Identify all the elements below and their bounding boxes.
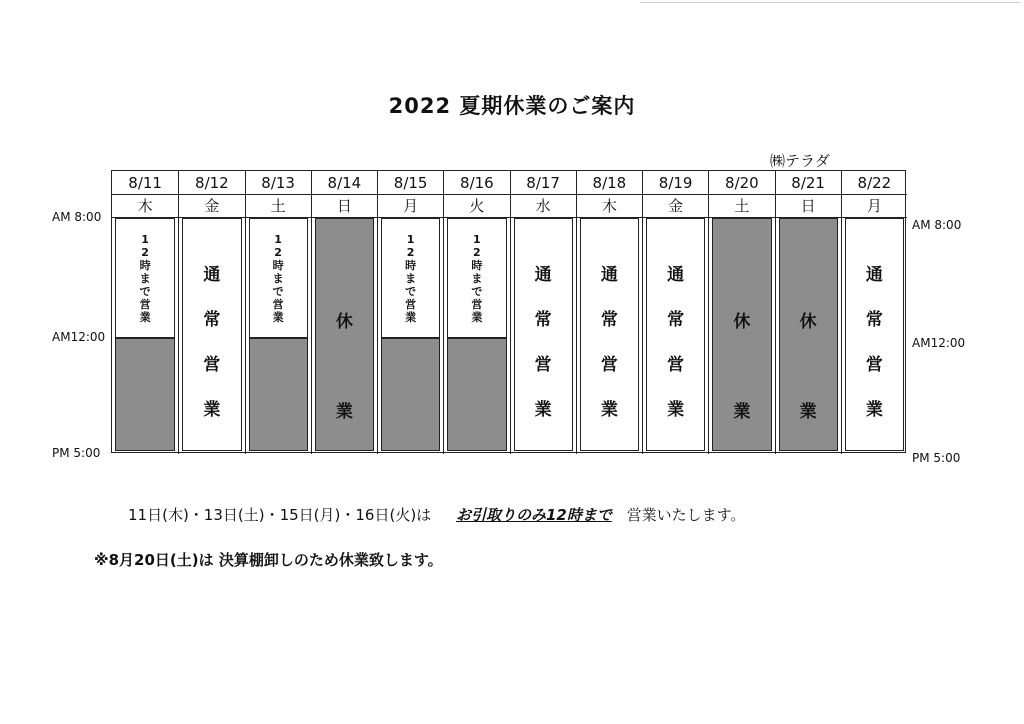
day-date: 8/14	[312, 172, 377, 195]
page-title: 2022 夏期休業のご案内	[388, 94, 636, 118]
day-weekday: 火	[444, 195, 509, 218]
day-column	[841, 171, 907, 454]
day-weekday: 月	[378, 195, 443, 218]
day-column	[178, 171, 244, 454]
day-column	[311, 171, 377, 454]
day-column	[245, 171, 311, 454]
day-date: 8/13	[246, 172, 311, 195]
half-day-note-suffix: 営業いたします。	[626, 506, 746, 524]
inventory-closure-note: ※8月20日(土)は 決算棚卸しのため休業致します。	[94, 551, 443, 569]
day-column	[112, 171, 178, 454]
day-column	[443, 171, 509, 454]
cell-status-text: 休業	[335, 312, 353, 422]
time-label-right-am8: AM 8:00	[912, 218, 962, 232]
half-day-note-emphasis: お引取りのみ12時まで	[455, 506, 612, 524]
open-hours-cell	[447, 218, 506, 338]
open-hours-cell	[845, 218, 904, 451]
day-date: 8/15	[378, 172, 443, 195]
half-day-note	[128, 504, 745, 525]
schedule-table	[111, 170, 906, 453]
half-day-note-days: 11日(木)・13日(土)・15日(月)・16日(火)は	[128, 506, 432, 524]
day-weekday: 木	[112, 195, 178, 218]
day-weekday: 木	[577, 195, 642, 218]
day-date: 8/22	[842, 172, 907, 195]
cell-status-text: 12時まで営業	[272, 233, 284, 324]
day-column	[510, 171, 576, 454]
day-weekday: 日	[312, 195, 377, 218]
cell-status-text: 通常営業	[865, 265, 883, 420]
open-hours-cell	[249, 218, 308, 338]
cell-status-text: 12時まで営業	[139, 233, 151, 324]
time-label-left-pm5: PM 5:00	[52, 446, 101, 460]
day-date: 8/17	[511, 172, 576, 195]
day-weekday: 土	[246, 195, 311, 218]
open-hours-cell	[381, 218, 440, 338]
time-label-left-am12: AM12:00	[52, 330, 106, 344]
cell-status-text: 休業	[733, 312, 751, 422]
time-label-left-am8: AM 8:00	[52, 210, 102, 224]
day-date: 8/16	[444, 172, 509, 195]
day-weekday: 金	[179, 195, 244, 218]
day-date: 8/11	[112, 172, 178, 195]
open-hours-cell	[514, 218, 573, 451]
cell-status-text: 通常営業	[203, 265, 221, 420]
day-date: 8/21	[776, 172, 841, 195]
closed-hours-cell	[249, 338, 308, 451]
cell-status-text: 通常営業	[600, 265, 618, 420]
open-hours-cell	[646, 218, 705, 451]
open-hours-cell	[580, 218, 639, 451]
day-weekday: 土	[709, 195, 774, 218]
time-label-right-pm5: PM 5:00	[912, 451, 961, 465]
day-column	[642, 171, 708, 454]
day-column	[708, 171, 774, 454]
open-hours-cell	[182, 218, 241, 451]
day-weekday: 日	[776, 195, 841, 218]
day-column	[377, 171, 443, 454]
day-date: 8/18	[577, 172, 642, 195]
day-weekday: 月	[842, 195, 907, 218]
scan-edge-line	[640, 2, 1020, 3]
cell-status-text: 通常営業	[534, 265, 552, 420]
day-date: 8/20	[709, 172, 774, 195]
cell-status-text: 12時まで営業	[471, 233, 483, 324]
day-column	[576, 171, 642, 454]
day-column	[775, 171, 841, 454]
open-hours-cell	[115, 218, 175, 338]
day-date: 8/19	[643, 172, 708, 195]
company-name: ㈱テラダ	[770, 152, 830, 170]
closed-hours-cell	[712, 218, 771, 451]
closed-hours-cell	[779, 218, 838, 451]
closed-hours-cell	[447, 338, 506, 451]
day-weekday: 金	[643, 195, 708, 218]
cell-status-text: 通常営業	[667, 265, 685, 420]
closed-hours-cell	[315, 218, 374, 451]
cell-status-text: 休業	[799, 312, 817, 422]
closed-hours-cell	[381, 338, 440, 451]
day-date: 8/12	[179, 172, 244, 195]
day-weekday: 水	[511, 195, 576, 218]
cell-status-text: 12時まで営業	[405, 233, 417, 324]
time-label-right-am12: AM12:00	[912, 336, 966, 350]
closed-hours-cell	[115, 338, 175, 451]
